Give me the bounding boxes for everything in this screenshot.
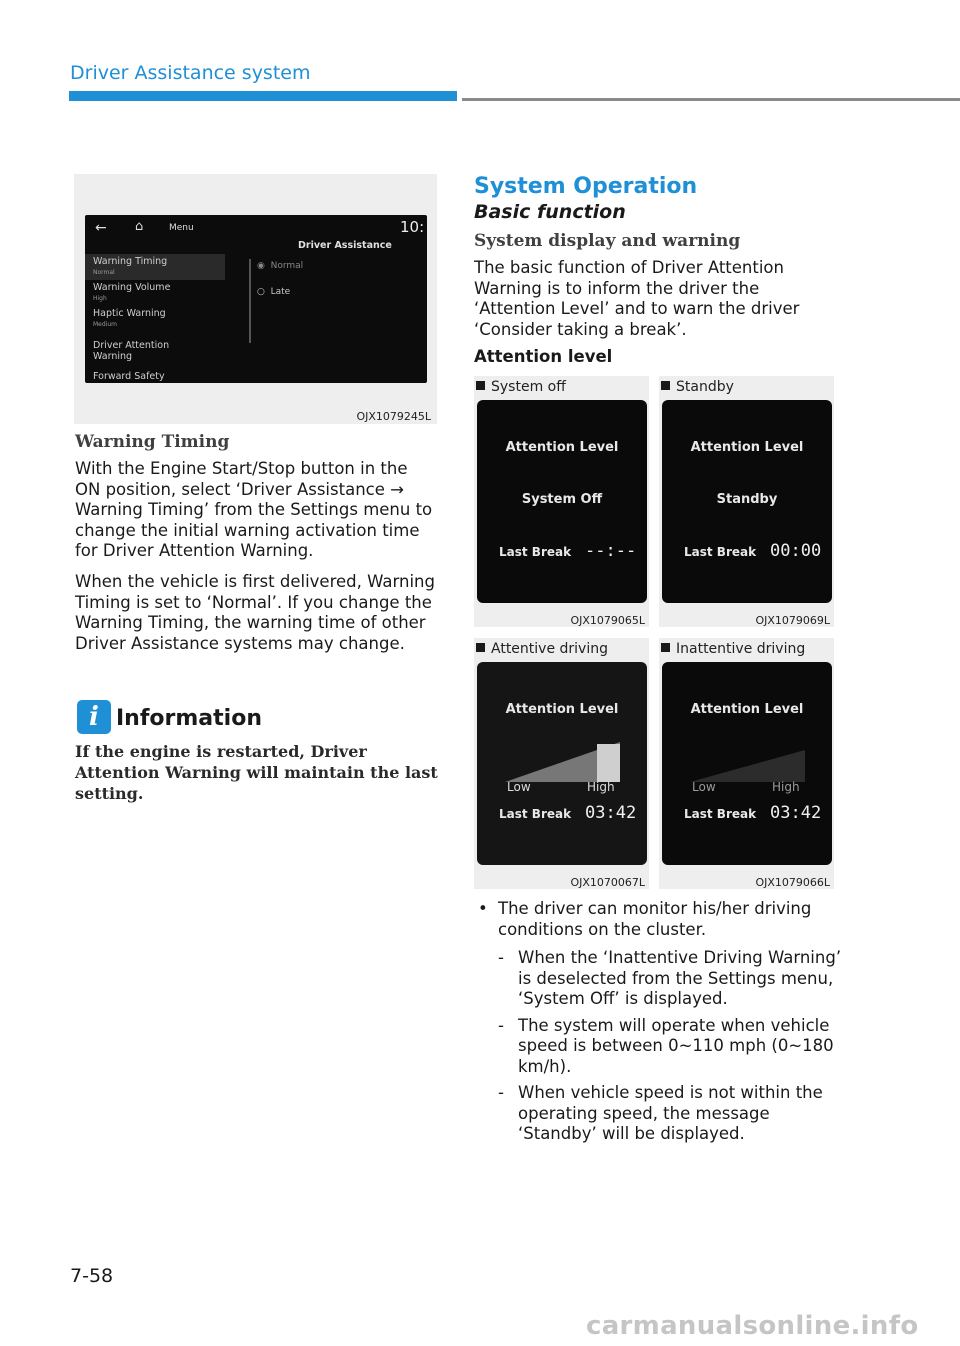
back-arrow-icon: ← [95,220,107,236]
cluster-screen [662,662,832,865]
cluster-label: System off [474,379,566,395]
display-heading: System display and warning [474,231,741,251]
watermark: carmanualsonline.info [586,1311,919,1341]
radio-icon: ○ [257,287,265,297]
last-break-value: --:-- [585,541,637,561]
list-item: - When the ‘Inattentive Driving Warning’ is deselected from the Settings menu, ‘System Off’ is displayed. [498,948,842,1008]
cluster-screen [477,662,647,865]
last-break-value: 03:42 [585,803,637,823]
warning-timing-paragraph: When the vehicle is first delivered, Warning Timing is set to ‘Normal’. If you change the Warning Timing, the warning time of other Driver Assistance systems may change. [75,572,435,653]
list-item: - When vehicle speed is not within the operating speed, the message ‘Standby’ will be displayed. [498,1083,823,1143]
attention-gauge [505,742,620,782]
last-break-value: 03:42 [770,803,822,823]
square-bullet-icon [476,381,485,390]
last-break-value: 00:00 [770,541,822,561]
cluster-label: Inattentive driving [659,641,805,657]
figure-caption: OJX1079066L [755,876,830,889]
cluster-label: Attentive driving [474,641,608,657]
figure-caption: OJX1079065L [570,614,645,627]
subsection-title: Basic function [474,201,626,223]
menu-heading: Driver Assistance [298,240,392,251]
gauge-level [597,744,620,782]
cluster-state: System Off [521,492,603,507]
last-break-label: Last Break [499,545,572,559]
settings-menu-screen [85,215,427,383]
header-rule-accent [69,91,457,101]
cluster-standby [659,376,834,627]
cluster-title: Attention Level [690,440,804,455]
home-icon: ⌂ [135,219,144,234]
cluster-screen [477,400,647,603]
menu-item[interactable]: Haptic Warning Medium [93,308,166,328]
gauge-high-label: High [587,780,615,794]
attention-level-heading: Attention level [474,347,613,366]
info-title: Information [116,706,262,731]
info-text: If the engine is restarted, Driver Attention Warning will maintain the last setting. [75,742,438,803]
cluster-title: Attention Level [505,440,619,455]
warning-timing-heading: Warning Timing [75,432,230,452]
cluster-screen [662,400,832,603]
settings-menu-figure [74,174,437,424]
clock: 10: [400,218,425,236]
header-rule [462,98,960,101]
menu-item[interactable]: Forward Safety [93,371,165,382]
last-break-label: Last Break [684,545,757,559]
radio-selected-icon: ◉ [257,261,265,271]
last-break-label: Last Break [684,807,757,821]
menu-item[interactable]: Driver Attention Warning [93,340,170,362]
gauge-high-label: High [772,780,800,794]
gauge-low-label: Low [692,780,716,794]
cluster-label: Standby [659,379,734,395]
menu-scrollbar[interactable] [249,259,251,343]
running-header: Driver Assistance system [70,62,311,84]
menu-label: Menu [169,223,194,233]
menu-item[interactable]: Warning Timing Normal [93,256,168,276]
square-bullet-icon [661,381,670,390]
menu-item[interactable]: Warning Volume High [93,282,171,302]
page-number: 7-58 [70,1265,114,1287]
list-item: - The system will operate when vehicle speed is between 0~110 mph (0~180 km/h). [498,1015,834,1076]
cluster-title: Attention Level [505,702,619,717]
square-bullet-icon [476,643,485,652]
option-late[interactable]: ○ Late [257,287,291,297]
menu-top-bar [85,215,427,241]
attention-gauge [690,742,805,782]
info-icon: i [77,700,111,734]
list-item: • The driver can monitor his/her driving conditions on the cluster. - When the ‘Inattentive Driving Warning’ is deselected from the Settings menu, ‘System Off’ is displayed. - The system will operate when vehicle speed is between 0~110 mph (0~180 km/h). - When vehicle speed is not within the operating speed, the message ‘Standby’ will be displayed. [474,899,844,1145]
section-title: System Operation [474,174,698,199]
square-bullet-icon [661,643,670,652]
bullet-icon: • [478,899,488,918]
basic-function-paragraph: The basic function of Driver Attention Warning is to inform the driver the ‘Attention Level’ and to warn the driver ‘Consider taking a break’. [474,258,800,339]
cluster-state: Standby [716,492,778,507]
gauge-wedge [690,750,805,782]
cluster-inattentive [659,638,834,889]
figure-caption: OJX1079245L [356,410,431,423]
option-normal[interactable]: ◉ Normal [257,261,304,271]
last-break-label: Last Break [499,807,572,821]
warning-timing-paragraph: With the Engine Start/Stop button in the ON position, select ‘Driver Assistance → Warning Timing’ from the Settings menu to change the initial warning activation time for Driver Attention Warning. [75,459,433,560]
bullet-list [474,899,844,1145]
cluster-title: Attention Level [690,702,804,717]
cluster-system-off [474,376,649,627]
figure-caption: OJX1070067L [570,876,645,889]
figure-caption: OJX1079069L [755,614,830,627]
gauge-low-label: Low [507,780,531,794]
cluster-attentive [474,638,649,889]
